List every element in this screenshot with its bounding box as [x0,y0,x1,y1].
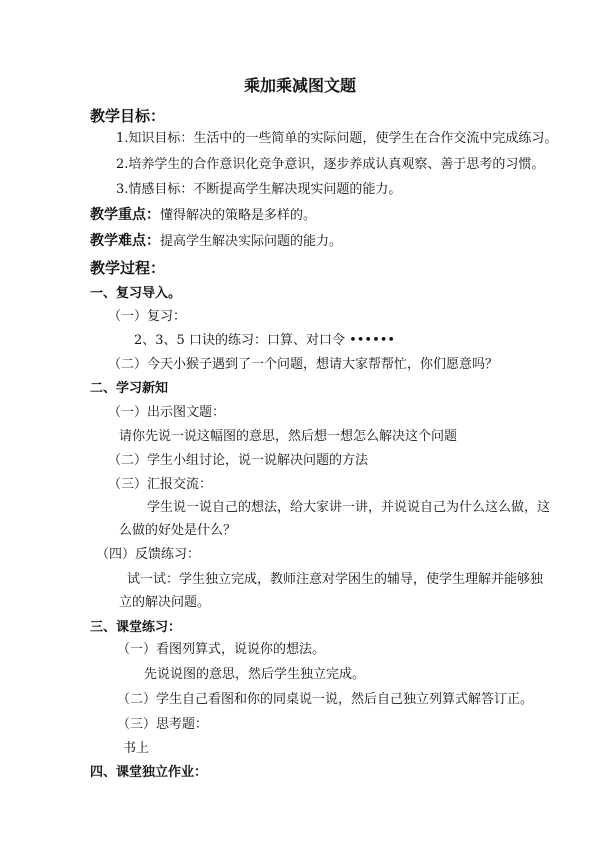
section-3-heading: 三、课堂练习： [90,620,182,635]
goals-heading: 教学目标： [90,107,166,125]
goal-item-1: 1.知识目标：生活中的一些简单的实际问题，使学生在合作交流中完成练习。 [116,131,558,146]
difficulty-label: 教学难点： [90,233,160,249]
difficulty-text: 提高学生解决实际问题的能力。 [160,234,343,249]
section-2-heading: 二、学习新知 [90,381,169,396]
section-1-heading: 一、复习导入。 [90,286,182,301]
section-1-item-b: （二）今天小猴子遇到了一个问题，想请大家帮帮忙，你们愿意吗？ [108,357,499,372]
goal-item-3: 3.情感目标：不断提高学生解决现实问题的能力。 [116,182,402,197]
section-2-item-c: （三）汇报交流： [108,477,213,492]
section-2-item-a: （一）出示图文题： [108,405,226,420]
process-heading: 教学过程： [90,259,166,277]
difficulty-row [90,233,342,250]
section-2-item-b: （二）学生小组讨论，说一说解决问题的方法 [108,453,369,468]
section-2-item-a-detail: 请你先说一说这幅图的意思，然后想一想怎么解决这个问题 [119,429,458,444]
section-2-item-d-detail-1: 试一试：学生独立完成，教师注意对学困生的辅导，使学生理解并能够独 [127,572,544,587]
section-3-item-c-detail: 书上 [123,741,150,756]
section-4-heading: 四、课堂独立作业： [90,765,208,780]
section-1-item-a-detail: 2、3、5 口诀的练习：口算、对口令 •••••• [134,333,396,348]
key-point-text: 懂得解决的策略是多样的。 [160,208,317,223]
key-point-label: 教学重点： [90,207,160,223]
page-title: 乘加乘减图文题 [243,76,356,95]
section-1-item-a: （一）复习： [108,309,187,324]
key-point-row [90,207,316,224]
section-3-item-a-detail: 先说说图的意思，然后学生独立完成。 [144,667,366,682]
section-2-item-c-detail-2: 么做的好处是什么？ [119,523,237,538]
goal-item-2: 2.培养学生的合作意识化竞争意识，逐步养成认真观察、善于思考的习惯。 [116,157,545,172]
section-2-item-d: （四）反馈练习： [96,547,201,562]
section-3-item-c: （三）思考题： [117,717,209,732]
section-3-item-a: （一）看图列算式，说说你的想法。 [117,642,326,657]
section-3-item-b: （二）学生自己看图和你的同桌说一说，然后自己独立列算式解答订正。 [117,692,534,707]
section-2-item-d-detail-2: 立的解决问题。 [119,595,211,610]
section-2-item-c-detail-1: 学生说一说自己的想法，给大家讲一讲，并说说自己为什么这么做，这 [147,500,551,515]
